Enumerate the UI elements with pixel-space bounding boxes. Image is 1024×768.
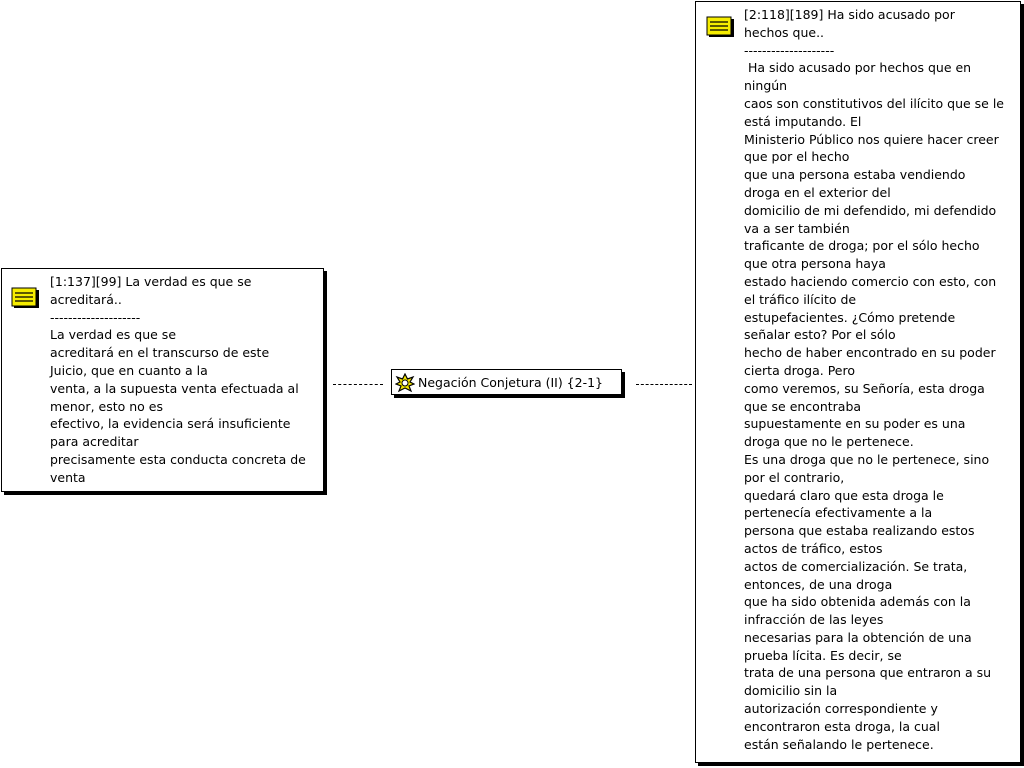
code-icon [395,373,415,393]
code-node-negacion-conjetura[interactable] [391,369,622,395]
quotation-note-icon [11,287,41,309]
quotation-text: [2:118][189] Ha sido acusado por hechos que.. -------------------- Ha sido acusado por hechos que en ningún caos son constitutivos del ilícito que se le está imputando. El Ministerio Público nos quiere hacer creer que por el hecho que una persona estaba vendiendo droga en el exterior del domicilio de mi defendido, mi defendido va a ser también traficante de droga; por el sólo hecho que otra persona haya estado haciendo comercio con esto, con el tráfico ilícito de estupefacientes. ¿Cómo pretende señalar esto? Por el sólo hecho de haber encontrado en su poder cierta droga. Pero como veremos, su Señoría, esta droga que se encontraba supuestamente en su poder es una droga que no le pertenece. Es una droga que no le pertenece, sino por el contrario, quedará claro que esta droga le pertenecía efectivamente a la persona que estaba realizando estos actos de tráfico, estos actos de comercialización. Se trata, entonces, de una droga que ha sido obtenida además con la infracción de las leyes necesarias para la obtención de una prueba lícita. Es decir, se trata de una persona que entraron a su domicilio sin la autorización correspondiente y encontraron esta droga, la cual están señalando le pertenece. [744,7,1004,752]
quotation-note-icon [706,16,736,38]
quotation-node-1-137[interactable] [1,268,324,492]
edge-code-to-right-quote [636,384,692,385]
code-label: Negación Conjetura (II) {2-1} [418,375,604,390]
quotation-node-2-118[interactable] [695,1,1021,763]
quotation-text: [1:137][99] La verdad es que se acreditará.. -------------------- La verdad es que se acreditará en el transcurso de este Juicio, que en cuanto a la venta, a la supuesta venta efectuada al menor, esto no es efectivo, la evidencia será insuficiente para acreditar precisamente esta conducta concreta de venta [50,274,306,485]
edge-left-quote-to-code [333,384,383,385]
